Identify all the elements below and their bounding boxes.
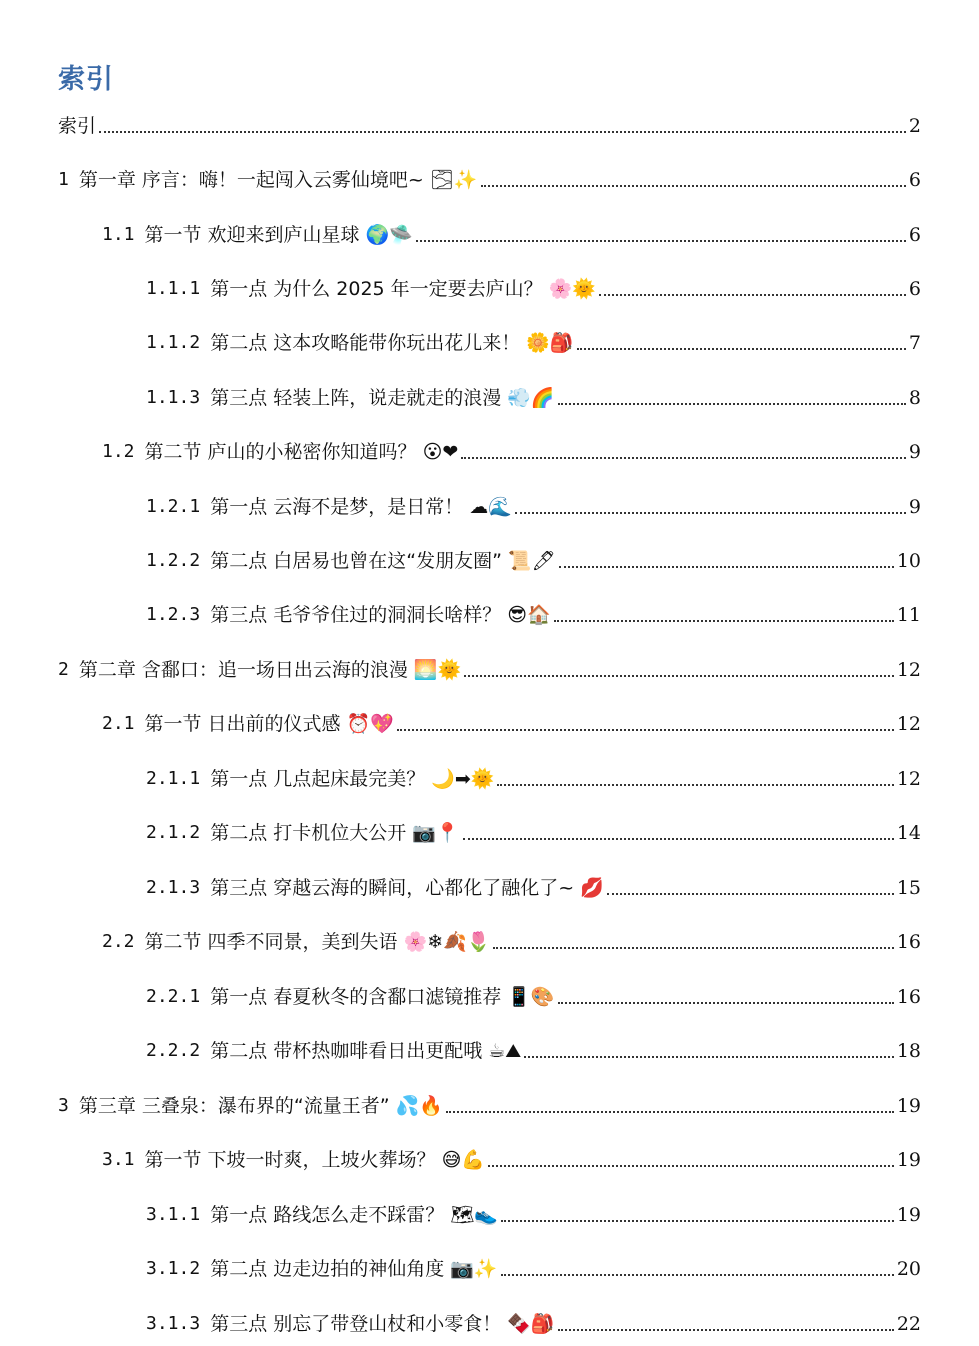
toc-entry-number: 1	[58, 169, 69, 190]
toc-entry-text: 第二点 边走边拍的神仙角度	[210, 1258, 445, 1280]
toc-page-number: 6	[908, 169, 921, 191]
toc-page-number: 7	[908, 332, 921, 354]
toc-entry[interactable]	[58, 162, 921, 192]
emoji-icon: 💦🔥	[395, 1095, 443, 1117]
emoji-icon: 📷📍	[412, 822, 460, 844]
toc-entry-number: 1.1.3	[146, 387, 201, 408]
toc-entry-number: 2.2.1	[146, 986, 201, 1007]
toc-entry-number: 1.2.2	[146, 550, 201, 571]
emoji-icon: 📷✨	[450, 1258, 498, 1280]
toc-page-number: 12	[896, 659, 921, 681]
emoji-icon: 📱🎨	[507, 986, 555, 1008]
toc-entry-number: 2.1	[102, 713, 135, 734]
toc-page-number: 16	[896, 986, 921, 1008]
toc-entry-number: 1.1.1	[146, 278, 201, 299]
toc-entry-text: 索引	[58, 115, 97, 137]
toc-page-number: 10	[896, 550, 921, 572]
toc-entry[interactable]	[146, 1033, 921, 1063]
toc-page-number: 9	[908, 441, 921, 463]
toc-page-number: 12	[896, 768, 921, 790]
toc-page-number: 19	[896, 1095, 921, 1117]
toc-entry-number: 2.2.2	[146, 1040, 201, 1061]
toc-page-number: 2	[908, 115, 921, 137]
toc-entry[interactable]	[146, 1251, 921, 1281]
toc-entry-number: 3.1.3	[146, 1313, 201, 1334]
toc-entry-number: 2.1.1	[146, 768, 201, 789]
toc-leader	[416, 240, 906, 242]
toc-leader	[481, 185, 906, 187]
emoji-icon: 🗺👟	[450, 1204, 499, 1226]
toc-leader	[577, 348, 906, 350]
emoji-icon: 🍫🎒	[507, 1313, 555, 1335]
toc-leader	[488, 1165, 894, 1167]
toc-page-number: 14	[896, 822, 921, 844]
toc-leader	[493, 947, 893, 949]
toc-entry[interactable]	[146, 870, 921, 900]
emoji-icon: ⏰💖	[346, 713, 394, 735]
emoji-icon: 😅💪	[441, 1149, 486, 1171]
toc-entry-number: 3.1.1	[146, 1204, 201, 1225]
toc-entry-number: 3	[58, 1095, 69, 1116]
toc-leader	[463, 838, 894, 840]
toc-entry-text: 第三点 毛爷爷住过的洞洞长啥样？	[210, 604, 502, 626]
toc-leader	[559, 566, 894, 568]
toc-entry[interactable]	[102, 706, 921, 736]
toc-entry-text: 第一节 日出前的仪式感	[144, 713, 341, 735]
toc-entry-text: 第二点 带杯热咖啡看日出更配哦	[210, 1040, 483, 1062]
toc-entry[interactable]	[146, 597, 921, 627]
toc-entry-text: 第一点 为什么 2025 年一定要去庐山？	[210, 278, 543, 300]
toc-entry-text: 第一点 路线怎么走不踩雷？	[210, 1204, 445, 1226]
toc-page-number: 19	[896, 1204, 921, 1226]
emoji-icon: 🌸❄🍂🌷	[403, 931, 491, 953]
toc-entry-number: 1.1.2	[146, 332, 201, 353]
toc-leader	[446, 1111, 894, 1113]
toc-entry-number: 2.1.2	[146, 822, 201, 843]
toc-page-number: 18	[896, 1040, 921, 1062]
toc-entry[interactable]	[146, 271, 921, 301]
toc-entry-number: 3.1.2	[146, 1258, 201, 1279]
toc-entry[interactable]	[58, 1088, 921, 1118]
toc-page-number: 12	[896, 713, 921, 735]
emoji-icon: 😮❤	[422, 441, 459, 463]
toc-entry[interactable]	[102, 434, 921, 464]
toc-entry[interactable]	[146, 1197, 921, 1227]
toc-leader	[607, 893, 894, 895]
emoji-icon: 🌙➡🌞	[431, 768, 495, 790]
toc-entry-number: 2	[58, 659, 69, 680]
toc-leader	[497, 784, 893, 786]
toc-leader	[599, 294, 906, 296]
toc-entry-text: 第三点 别忘了带登山杖和小零食！	[210, 1313, 502, 1335]
toc-leader	[464, 675, 894, 677]
toc-entry-number: 3.1	[102, 1149, 135, 1170]
toc-leader	[524, 1056, 894, 1058]
toc-leader	[501, 1274, 894, 1276]
toc-entry[interactable]	[102, 217, 921, 247]
toc-entry[interactable]	[146, 761, 921, 791]
toc-entry[interactable]	[146, 1306, 921, 1336]
emoji-icon: 📜🖊	[507, 550, 556, 572]
toc-page-number: 20	[896, 1258, 921, 1280]
toc-page-number: 9	[908, 496, 921, 518]
toc-entry-text: 第一节 欢迎来到庐山星球	[144, 224, 360, 246]
emoji-icon: 🌫✨	[429, 169, 478, 191]
toc-leader	[558, 403, 906, 405]
toc-entry[interactable]	[102, 1142, 921, 1172]
toc-entry[interactable]	[146, 543, 921, 573]
toc-page-number: 15	[896, 877, 921, 899]
toc-entry-text: 第二点 打卡机位大公开	[210, 822, 407, 844]
toc-entry-text: 第三点 轻装上阵，说走就走的浪漫	[210, 387, 502, 409]
toc-entry-number: 1.2.1	[146, 496, 201, 517]
toc-entry[interactable]	[58, 652, 921, 682]
toc-leader	[554, 620, 894, 622]
emoji-icon: 💨🌈	[507, 387, 555, 409]
toc-entry[interactable]	[102, 924, 921, 954]
toc-entry-text: 第一点 春夏秋冬的含鄱口滤镜推荐	[210, 986, 502, 1008]
toc-page-number: 19	[896, 1149, 921, 1171]
toc-entry-text: 第三点 穿越云海的瞬间，心都化了融化了~	[210, 877, 575, 899]
toc-entry[interactable]	[58, 108, 921, 138]
toc-entry-number: 1.2	[102, 441, 135, 462]
toc-entry-text: 第二节 四季不同景，美到失语	[144, 931, 398, 953]
toc-leader	[515, 512, 906, 514]
toc-leader	[461, 457, 906, 459]
toc-leader	[558, 1329, 894, 1331]
toc-entry-text: 第一点 云海不是梦，是日常！	[210, 496, 464, 518]
emoji-icon: 😎🏠	[507, 604, 551, 626]
toc-leader	[397, 729, 894, 731]
toc-entry-text: 第二章 含鄱口：追一场日出云海的浪漫	[78, 659, 408, 681]
page-title: 索引	[58, 64, 114, 95]
toc-page-number: 6	[908, 278, 921, 300]
toc-entry[interactable]	[146, 325, 921, 355]
toc-entry[interactable]	[146, 489, 921, 519]
emoji-icon: ☕⛰	[488, 1040, 522, 1062]
toc-entry-number: 1.2.3	[146, 604, 201, 625]
toc-page-number: 6	[908, 224, 921, 246]
toc-leader	[558, 1002, 894, 1004]
emoji-icon: 🌸🌞	[548, 278, 596, 300]
emoji-icon: 🌼🎒	[526, 332, 574, 354]
toc-entry[interactable]	[146, 979, 921, 1009]
toc-entry-text: 第二点 白居易也曾在这“发朋友圈”	[210, 550, 502, 572]
toc-entry[interactable]	[146, 815, 921, 845]
toc-page-number: 11	[896, 604, 921, 626]
toc-page-number: 8	[908, 387, 921, 409]
toc-leader	[501, 1220, 894, 1222]
toc-entry-text: 第一章 序言：嗨！一起闯入云雾仙境吧~	[78, 169, 424, 191]
emoji-icon: 🌍🛸	[365, 224, 413, 246]
toc-entry-number: 2.2	[102, 931, 135, 952]
toc-entry-number: 2.1.3	[146, 877, 201, 898]
toc-entry-text: 第二节 庐山的小秘密你知道吗？	[144, 441, 417, 463]
toc-entry-number: 1.1	[102, 224, 135, 245]
toc-page-number: 22	[896, 1313, 921, 1335]
toc-entry[interactable]	[146, 380, 921, 410]
toc-entry-text: 第三章 三叠泉：瀑布界的“流量王者”	[78, 1095, 390, 1117]
emoji-icon: ☁🌊	[469, 496, 512, 518]
toc-page-number: 16	[896, 931, 921, 953]
toc-entry-text: 第一点 几点起床最完美？	[210, 768, 426, 790]
toc-leader	[99, 131, 906, 133]
emoji-icon: 🌅🌞	[413, 659, 462, 681]
toc-entry-text: 第一节 下坡一时爽，上坡火葬场？	[144, 1149, 436, 1171]
emoji-icon: 💋	[580, 877, 604, 899]
toc-entry-text: 第二点 这本攻略能带你玩出花儿来！	[210, 332, 521, 354]
